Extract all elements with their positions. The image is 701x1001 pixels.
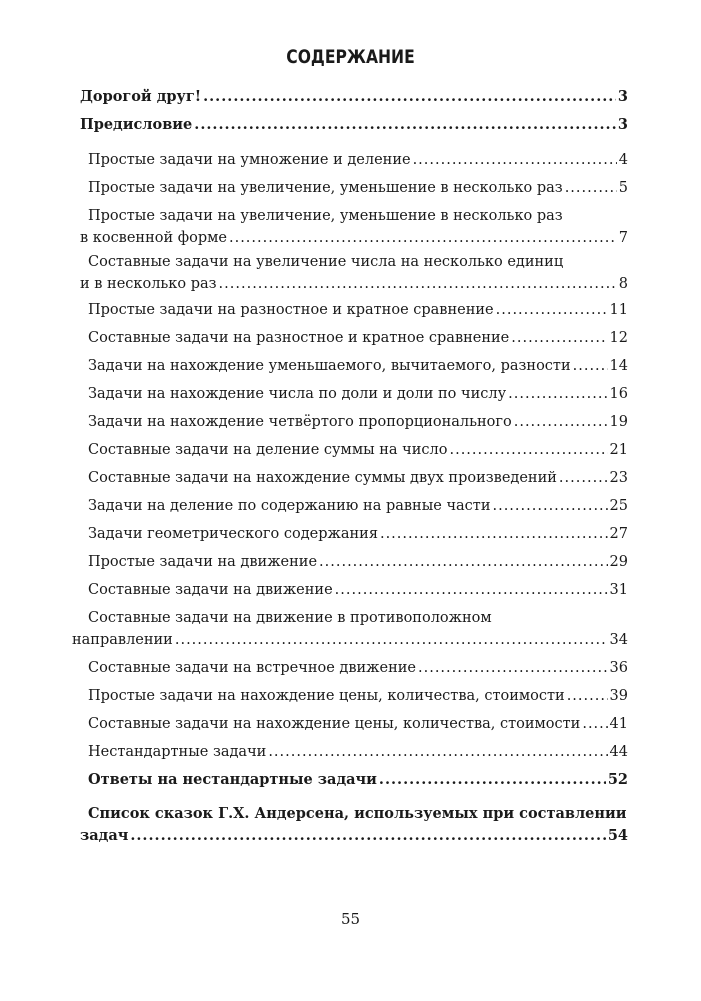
toc-entry[interactable] — [88, 439, 628, 461]
toc-entry[interactable] — [80, 251, 628, 295]
leader-dots — [380, 523, 608, 545]
toc-entry-title: Составные задачи на движение — [88, 582, 333, 598]
page-title: СОДЕРЖАНИЕ — [286, 46, 415, 68]
toc-entry-page: 44 — [609, 744, 628, 760]
leader-dots — [508, 383, 607, 405]
toc-entry-page: 3 — [617, 116, 628, 133]
toc-entry-title-line1: Составные задачи на увеличение числа на несколько единиц — [88, 254, 564, 270]
toc-entry-page: 25 — [609, 498, 628, 514]
toc-entry[interactable] — [80, 114, 628, 136]
toc-entry-title: Нестандартные задачи — [88, 744, 267, 760]
toc-entry[interactable] — [88, 741, 628, 763]
toc-entry[interactable] — [80, 205, 628, 249]
toc-entry-title: Предисловие — [80, 116, 193, 133]
leader-dots — [219, 273, 617, 295]
leader-dots — [203, 86, 616, 108]
toc-entry-title: Составные задачи на нахождение суммы двух произведений — [88, 470, 557, 486]
leader-dots — [335, 579, 608, 601]
toc-entry[interactable] — [80, 86, 628, 108]
leader-dots — [449, 439, 607, 461]
leader-dots — [194, 114, 616, 136]
toc-entry-page: 27 — [609, 526, 628, 542]
leader-dots — [418, 657, 608, 679]
toc-entry-title: направлении — [72, 632, 173, 648]
toc-entry-page: 14 — [609, 358, 628, 374]
toc-entry-page: 19 — [609, 414, 628, 430]
toc-entry[interactable] — [88, 579, 628, 601]
leader-dots — [567, 685, 608, 707]
toc-entry-title: Составные задачи на нахождение цены, количества, стоимости — [88, 716, 581, 732]
leader-dots — [565, 177, 617, 199]
toc-entry-title-line1: Простые задачи на увеличение, уменьшение в несколько раз — [88, 208, 563, 224]
toc-entry[interactable] — [88, 685, 628, 707]
toc-entry-page: 41 — [609, 716, 628, 732]
toc-entry[interactable] — [88, 355, 628, 377]
toc-entry-title: задач — [80, 827, 129, 844]
leader-dots — [268, 741, 607, 763]
toc-entry-title: Простые задачи на движение — [88, 554, 318, 570]
toc-entry-page: 8 — [618, 276, 628, 292]
toc-entry[interactable] — [88, 411, 628, 433]
leader-dots — [492, 495, 607, 517]
leader-dots — [511, 327, 607, 349]
toc-entry-title: Составные задачи на деление суммы на число — [88, 442, 448, 458]
toc-entry-page: 21 — [609, 442, 628, 458]
toc-entry-title: Составные задачи на встречное движение — [88, 660, 416, 676]
leader-dots — [319, 551, 608, 573]
toc-entry[interactable] — [88, 149, 628, 171]
toc-entry[interactable] — [88, 177, 628, 199]
toc-entry-page: 5 — [618, 180, 628, 196]
toc-entry-title: Составные задачи на разностное и кратное сравнение — [88, 330, 510, 346]
toc-entry-title-line1: Составные задачи на движение в противоположном — [88, 610, 492, 626]
toc-entry[interactable] — [88, 299, 628, 321]
toc-entry-title: Ответы на нестандартные задачи — [88, 771, 377, 788]
toc-entry[interactable] — [72, 607, 628, 651]
toc-entry[interactable] — [88, 383, 628, 405]
toc-entry-title: Задачи на нахождение числа по доли и доли по числу — [88, 386, 507, 402]
toc-entry-title: и в несколько раз — [80, 276, 217, 292]
toc-entry-page: 52 — [607, 771, 628, 788]
leader-dots — [379, 769, 606, 791]
toc-entry-page: 39 — [609, 688, 628, 704]
toc-entry[interactable] — [88, 327, 628, 349]
toc-entry[interactable] — [88, 495, 628, 517]
toc-entry-title-line1: Список сказок Г.Х. Андерсена, используемых при составлении — [88, 805, 627, 822]
leader-dots — [229, 227, 617, 249]
toc-entry-page: 4 — [618, 152, 628, 168]
toc-entry[interactable] — [88, 523, 628, 545]
toc-entry-title: Задачи на нахождение уменьшаемого, вычитаемого, разности — [88, 358, 571, 374]
leader-dots — [130, 825, 605, 847]
leader-dots — [496, 299, 608, 321]
toc-entry-page: 11 — [609, 302, 628, 318]
toc-entry[interactable] — [88, 467, 628, 489]
toc-entry-page: 7 — [618, 230, 628, 246]
toc-entry-title: Дорогой друг! — [80, 88, 202, 105]
toc-entry[interactable] — [88, 769, 628, 791]
toc-entry-page: 36 — [609, 660, 628, 676]
toc-entry[interactable] — [88, 551, 628, 573]
leader-dots — [582, 713, 607, 735]
leader-dots — [175, 629, 608, 651]
toc-entry-page: 16 — [609, 386, 628, 402]
toc-entry-page: 12 — [609, 330, 628, 346]
toc-entry-page: 23 — [609, 470, 628, 486]
toc-entry[interactable] — [80, 803, 628, 847]
toc-entry-page: 29 — [609, 554, 628, 570]
toc-entry-page: 54 — [607, 827, 628, 844]
toc-entry-page: 34 — [609, 632, 628, 648]
toc-entry-title: Задачи на деление по содержанию на равные части — [88, 498, 491, 514]
page-number: 55 — [340, 910, 361, 928]
toc-entry-title: Простые задачи на увеличение, уменьшение в несколько раз — [88, 180, 563, 196]
toc-entry-page: 31 — [609, 582, 628, 598]
toc-entry-page: 3 — [617, 88, 628, 105]
toc-entry-title: Задачи геометрического содержания — [88, 526, 378, 542]
toc-entry[interactable] — [88, 657, 628, 679]
leader-dots — [559, 467, 608, 489]
toc-entry-title: Простые задачи на умножение и деление — [88, 152, 411, 168]
toc-entry[interactable] — [88, 713, 628, 735]
leader-dots — [573, 355, 608, 377]
leader-dots — [514, 411, 608, 433]
toc-entry-title: Задачи на нахождение четвёртого пропорционального — [88, 414, 512, 430]
toc-entry-title: Простые задачи на нахождение цены, количества, стоимости — [88, 688, 565, 704]
toc-entry-title: в косвенной форме — [80, 230, 227, 246]
leader-dots — [413, 149, 617, 171]
toc-entry-title: Простые задачи на разностное и кратное сравнение — [88, 302, 494, 318]
